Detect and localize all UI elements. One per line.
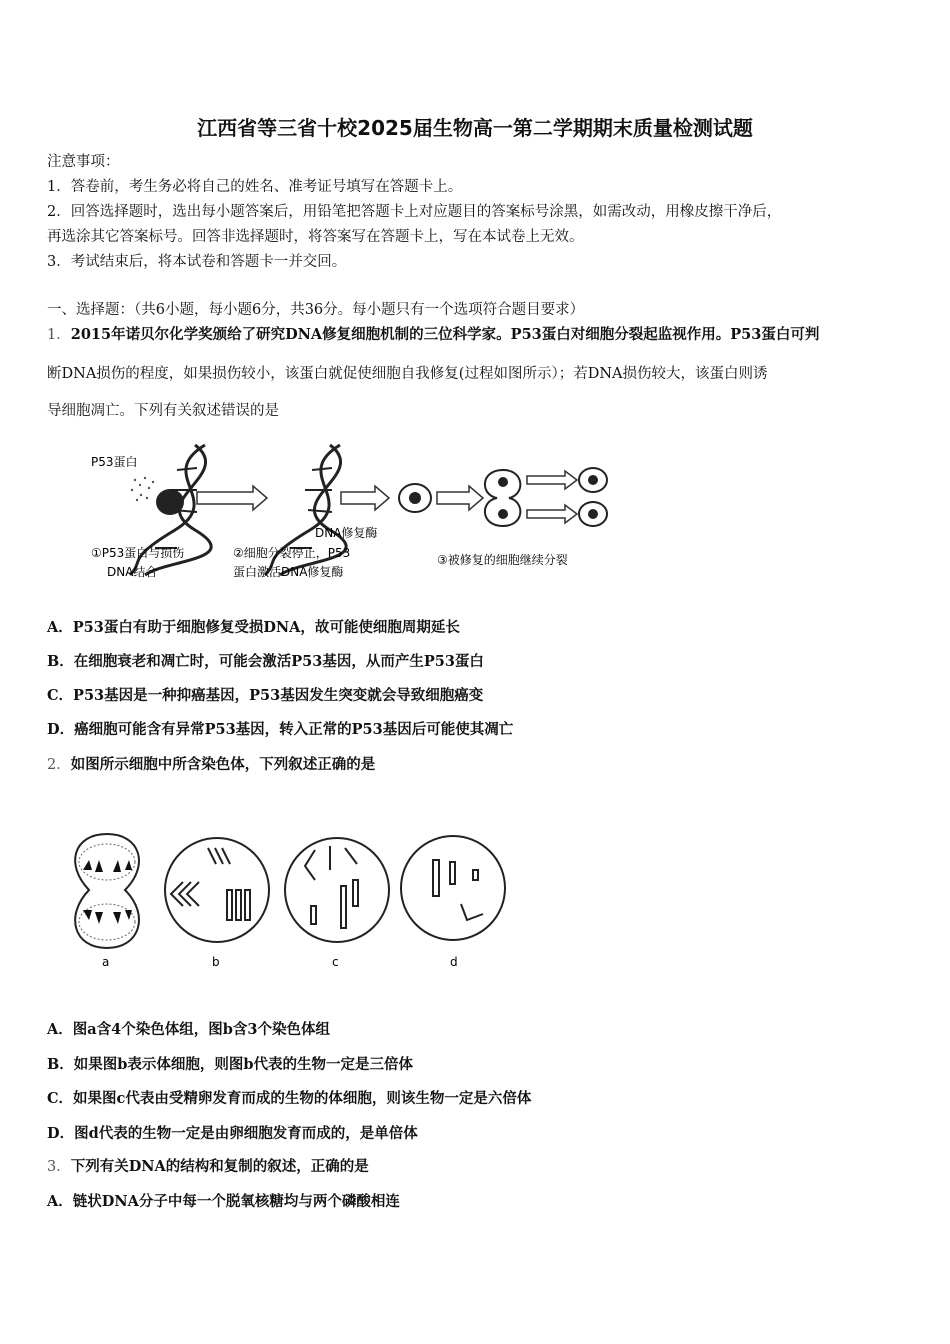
- cell-d-diagram: [401, 836, 505, 940]
- caption-step-3: ③被修复的细胞继续分裂: [437, 553, 568, 567]
- nucleus-icon: [409, 492, 421, 504]
- notice-item: 再选涂其它答案标号。回答非选择题时，将答案写在答题卡上，写在本试卷上无效。: [47, 229, 584, 245]
- question-1-line: 断DNA损伤的程度，如果损伤较小，该蛋白就促使细胞自我修复(过程如图所示）；若DNA损伤较大，该蛋白则诱: [47, 366, 768, 382]
- option[interactable]: B．如果图b表示体细胞，则图b代表的生物一定是三倍体: [47, 1056, 414, 1073]
- arrow-icon: [341, 486, 389, 510]
- notice-item: 3．考试结束后，将本试卷和答题卡一并交回。: [47, 254, 347, 270]
- page-title: 江西省等三省十校2025届生物高一第二学期期末质量检测试题: [197, 116, 753, 140]
- question-number: 1．: [47, 327, 71, 343]
- option[interactable]: B．在细胞衰老和凋亡时，可能会激活P53基因，从而产生P53蛋白: [47, 653, 484, 670]
- question-text: 2015年诺贝尔化学奖颁给了研究DNA修复细胞机制的三位科学家。P53蛋白对细胞分裂起监视作用。P53蛋白可判: [70, 326, 820, 343]
- caption-step-2: ②细胞分裂停止，P53: [233, 546, 351, 560]
- question-2-stem: [47, 755, 375, 775]
- arrow-icon: [197, 486, 267, 510]
- cell-a-diagram: [75, 834, 139, 948]
- arrow-icon: [437, 486, 483, 510]
- p53-label: P53蛋白: [91, 455, 138, 469]
- question-number: 3．: [47, 1159, 71, 1175]
- question-number: 2．: [47, 757, 71, 773]
- notice-item: 2．回答选择题时，选出每小题答案后，用铅笔把答题卡上对应题目的答案标号涂黑，如需改动，用橡皮擦干净后，: [47, 204, 782, 220]
- question-text: 如图所示细胞中所含染色体，下列叙述正确的是: [70, 756, 376, 773]
- p53-repair-diagram: [85, 440, 625, 585]
- option[interactable]: D．癌细胞可能含有异常P53基因，转入正常的P53基因后可能使其凋亡: [47, 721, 514, 738]
- option[interactable]: A．链状DNA分子中每一个脱氧核糖均与两个磷酸相连: [47, 1193, 400, 1210]
- cell-label: c: [332, 955, 339, 969]
- option[interactable]: C．P53基因是一种抑癌基因，P53基因发生突变就会导致细胞癌变: [47, 687, 484, 704]
- arrow-icon: [527, 471, 577, 523]
- cell-b-diagram: [165, 838, 269, 942]
- question-3-stem: [47, 1157, 369, 1177]
- caption-step-1: ①P53蛋白与损伤: [91, 546, 185, 560]
- p53-protein-dots: [131, 477, 154, 501]
- cell-c-diagram: [285, 838, 389, 942]
- option[interactable]: A．P53蛋白有助于细胞修复受损DNA，故可能使细胞周期延长: [47, 619, 460, 636]
- dna-repair-enzyme-label: DNA修复酶: [315, 526, 378, 540]
- question-text: 下列有关DNA的结构和复制的叙述，正确的是: [70, 1158, 369, 1175]
- p53-binding-blob: [156, 489, 184, 515]
- question-1-line: 导细胞凋亡。下列有关叙述错误的是: [47, 403, 279, 419]
- option[interactable]: A．图a含4个染色体组，图b含3个染色体组: [47, 1021, 330, 1038]
- section-heading: 一、选择题：（共6小题，每小题6分，共36分。每小题只有一个选项符合题目要求）: [47, 302, 585, 318]
- chromosome-cells-diagram: [65, 830, 535, 975]
- caption-step-1: DNA结合: [107, 565, 158, 579]
- caption-step-2: 蛋白激活DNA修复酶: [233, 565, 344, 579]
- cell-label: d: [450, 955, 458, 969]
- notice-heading: 注意事项：: [47, 154, 120, 170]
- option[interactable]: D．图d代表的生物一定是由卵细胞发育而成的，是单倍体: [47, 1125, 418, 1142]
- cell-label: a: [102, 955, 110, 969]
- question-1-stem: [47, 325, 819, 345]
- option[interactable]: C．如果图c代表由受精卵发育而成的生物的体细胞，则该生物一定是六倍体: [47, 1090, 532, 1107]
- notice-item: 1．答卷前，考生务必将自己的姓名、准考证号填写在答题卡上。: [47, 179, 463, 195]
- cell-label: b: [212, 955, 220, 969]
